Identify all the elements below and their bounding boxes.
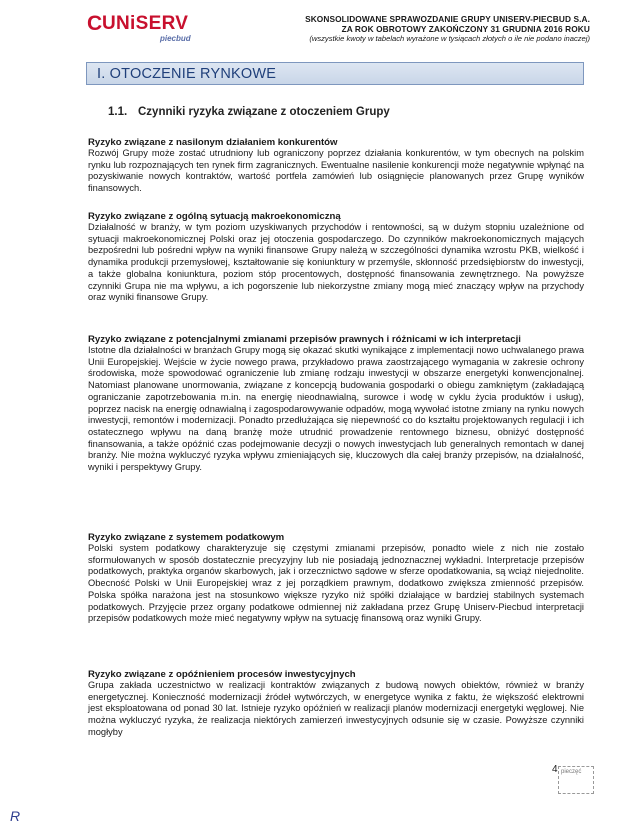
- header-line-2: ZA ROK OBROTOWY ZAKOŃCZONY 31 GRUDNIA 2016 ROKU: [341, 24, 590, 34]
- risk-block-competition: [88, 137, 584, 195]
- subsection-heading: [108, 106, 390, 118]
- stamp-label: pieczęć: [561, 769, 582, 775]
- risk-block-macroeconomic: [88, 211, 584, 304]
- risk-body: Grupa zakłada uczestnictwo w realizacji kontraktów związanych z budową nowych obiektów, również w branży energetycznej. Konieczność modernizacji źródeł wytwórczych, w energetyce wynika z faktu, że większość elektrowni jest eksploatowana od ponad 30 lat. Istnieje ryzyko opóźnień w realizacji planów modernizacji energetyki węglowej. Nie można wykluczyć ryzyka, że realizacja niektórych zamierzeń inwestycyjnych odsunie się w czasie. Powyższe czynniki mogłyby: [88, 680, 584, 737]
- subsection-title: Czynniki ryzyka związane z otoczeniem Grupy: [138, 106, 390, 118]
- risk-body: Rozwój Grupy może zostać utrudniony lub ograniczony poprzez działania konkurentów, w tym obecnych na polskim rynku lub rozpoznających ten rynek firm zagranicznych. Ewentualne nasilenie konkurencji może negatywnie wpłynąć na pozyskiwanie nowych kontraktów, wartość portfela zamówień lub osiągnięcie planowanych przez Grupę wyników finansowych.: [88, 148, 584, 194]
- handwritten-initials: R: [10, 808, 21, 824]
- risk-body: Działalność w branży, w tym poziom uzyskiwanych przychodów i rentowności, są w dużym stopniu uzależnione od sytuacji makroekonomicznej Polski oraz jej otoczenia gospodarczego. Do czynników makroekonomicznych mających bezpośredni lub pośredni wpływ na wyniki finansowe Grupy należą w szczególności dynamika wzrostu PKB, wielkość i dynamika produkcji przemysłowej, kształtowanie się koniunktury w przemyśle, skłonność przedsiębiorstw do inwestycji, a także globalna koniunktura, poziom stóp procentowych, dostępność finansowania zewnętrznego. Na powyższe czynniki Grupa nie ma wpływu, a ich pogorszenie lub niekorzystne zmiany mogą mieć znaczący wpływ na przychody oraz wyniki finansowe Grupy.: [88, 222, 584, 303]
- risk-block-investment-delays: [88, 669, 584, 739]
- risk-body: Polski system podatkowy charakteryzuje się częstymi zmianami przepisów, ponadto wiele z nich nie zostało sformułowanych w sposób dostatecznie precyzyjny lub nie posiadają jednoznacznej wykładni. Interpretacje przepisów podatkowych, praktyka organów skarbowych, jak i orzecznictwo sądowe w sferze opodatkowania, są wciąż niejednolite. Obecność Polski w Unii Europejskiej wraz z jej porządkiem prawnym, dodatkowo zwiększa zmienność przepisów. Polska spółka narażona jest na stosunkowo większe ryzyko niż spółki działające w bardziej stabilnych systemach podatkowych. Przyjęcie przez organy podatkowe odmiennej niż zakładana przez Grupę Uniserv-Piecbud interpretacji przepisów podatkowych może mieć negatywny wpływ na sytuację finansową oraz wyniki Grupy.: [88, 543, 584, 624]
- header-note: (wszystkie kwoty w tabelach wyrażone w tysiącach złotych o ile nie podano inaczej): [309, 34, 590, 43]
- risk-heading: Ryzyko związane z ogólną sytuacją makroekonomiczną: [88, 211, 341, 222]
- section-heading-bar: [86, 62, 584, 85]
- logo-mark: C: [87, 12, 103, 35]
- risk-heading: Ryzyko związane z potencjalnymi zmianami przepisów prawnych i różnicami w ich interpretacji: [88, 334, 521, 345]
- document-header: [305, 14, 590, 44]
- risk-body: Istotne dla działalności w branżach Grupy mogą się okazać skutki wynikające z implementacji nowo uchwalanego prawa Unii Europejskiej. Wejście w życie nowego prawa, przykładowo prawa zaostrzającego wymagania w zakresie ochrony środowiska, może spowodować ograniczenie lub zmianę rodzaju inwestycji w obszarze energetyki konwencjonalnej. Natomiast planowane unormowania, związane z koncepcją budowania gospodarki o obiegu zamkniętym (zakładającą ograniczanie zapotrzebowania m.in. na energię nieodnawialną, surowce i wodę w cyklu życia produktów i usług), poprzez nacisk na energię odnawialną i zagospodarowywanie odpadów, mogą wywołać istotne zmiany na rynku nowych inwestycji, remontów i modernizacji. Ponadto przedłużająca się niepewność co do kształtu projektowanych regulacji i ich ostatecznego wpływu na daną branżę może utrudnić prowadzenie rentownego biznesu, obniżyć dostępność finansowania, a także opóźnić czas podejmowanie decyzji o nowych inwestycjach lub generalnych remontach w danej branży. Nie można wykluczyć ryzyka wpływu zmieniających się, kluczowych dla całej branży przepisów, na działalność, wyniki i perspektywy Grupy.: [88, 345, 584, 473]
- logo-subtitle: piecbud: [160, 34, 191, 43]
- risk-heading: Ryzyko związane z systemem podatkowym: [88, 532, 285, 543]
- page-number: 4: [552, 764, 558, 775]
- header-line-1: SKONSOLIDOWANE SPRAWOZDANIE GRUPY UNISERV-PIECBUD S.A.: [305, 14, 590, 24]
- risk-block-tax-system: [88, 532, 584, 625]
- company-logo: [87, 12, 207, 44]
- logo-name: UNiSERV: [102, 13, 189, 34]
- approval-stamp: [558, 766, 594, 794]
- section-title: I. OTOCZENIE RYNKOWE: [97, 66, 277, 82]
- risk-heading: Ryzyko związane z nasilonym działaniem konkurentów: [88, 137, 338, 148]
- subsection-number: 1.1.: [108, 106, 128, 118]
- risk-block-legal-changes: [88, 334, 584, 474]
- risk-heading: Ryzyko związane z opóźnieniem procesów inwestycyjnych: [88, 669, 356, 680]
